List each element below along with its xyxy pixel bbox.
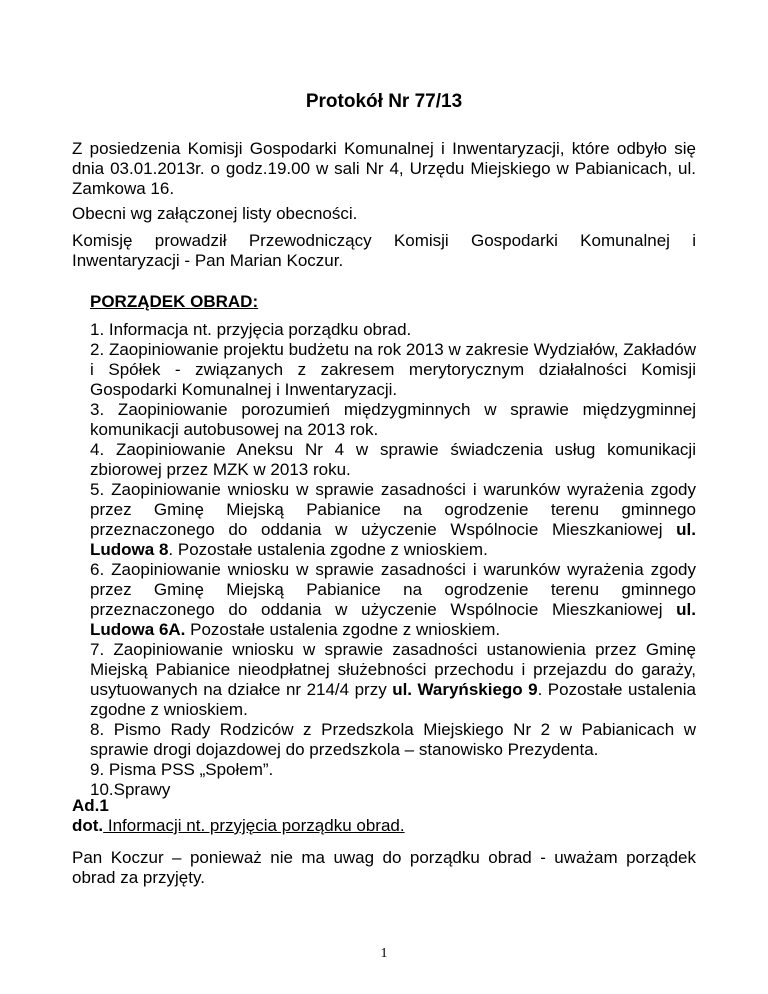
ad1-label: Ad.1 <box>72 796 109 815</box>
agenda-item <box>90 560 696 640</box>
agenda-item: 9. Pisma PSS „Społem”. <box>90 760 274 779</box>
document-title: Protokół Nr 77/13 <box>305 91 463 112</box>
ad1-text: Pan Koczur – ponieważ nie ma uwag do porządku obrad - uważam porządek obrad za przyjęty. <box>72 848 696 887</box>
page-number: 1 <box>380 946 388 961</box>
agenda-list <box>90 320 696 800</box>
agenda-item <box>90 640 696 720</box>
agenda-item-address: ul. Ludowa 8 <box>90 520 696 559</box>
agenda-item-tail: Pozostałe ustalenia zgodne z wnioskiem. <box>185 620 501 639</box>
ad1-subject <box>72 816 405 836</box>
agenda-item: 8. Pismo Rady Rodziców z Przedszkola Miejskiego Nr 2 w Pabianicach w sprawie drogi dojazdowej do przedszkola – stanowisko Prezydenta. <box>90 720 696 759</box>
agenda-item-tail: . Pozostałe ustalenia zgodne z wnioskiem. <box>168 540 488 559</box>
ad1-dot-prefix: dot. <box>72 816 104 835</box>
agenda-item-tail: . Pozostałe ustalenia zgodne z wnioskiem. <box>90 680 696 719</box>
agenda-item: 10.Sprawy <box>90 780 171 799</box>
agenda-item-address: ul. Waryńskiego 9 <box>392 680 538 699</box>
chair-paragraph: Komisję prowadził Przewodniczący Komisji Gospodarki Komunalnej i Inwentaryzacji - Pan Marian Koczur. <box>72 231 696 270</box>
agenda-item: 4. Zaopiniowanie Aneksu Nr 4 w sprawie świadczenia usług komunikacji zbiorowej przez MZK w 2013 roku. <box>90 440 696 479</box>
agenda-item-text: 6. Zaopiniowanie wniosku w sprawie zasadności i warunków wyrażenia zgody przez Gminę Miejską Pabianice na ogrodzenie terenu gminnego przeznaczonego do oddania w użyczenie Wspólnocie Mieszkaniowej <box>90 560 696 619</box>
agenda-heading: PORZĄDEK OBRAD: <box>90 292 259 311</box>
agenda-item-address: ul. Ludowa 6A. <box>90 600 696 639</box>
intro-paragraph: Z posiedzenia Komisji Gospodarki Komunalnej i Inwentaryzacji, które odbyło się dnia 03.01.2013r. o godz.19.00 w sali Nr 4, Urzędu Miejskiego w Pabianicach, ul. Zamkowa 16. <box>72 139 696 198</box>
agenda-item: 3. Zaopiniowanie porozumień międzygminnych w sprawie międzygminnej komunikacji autobusowej na 2013 rok. <box>90 400 696 439</box>
agenda-item: 1. Informacja nt. przyjęcia porządku obrad. <box>90 320 412 339</box>
agenda-item-text: 5. Zaopiniowanie wniosku w sprawie zasadności i warunków wyrażenia zgody przez Gminę Miejską Pabianice na ogrodzenie terenu gminnego przeznaczonego do oddania w użyczenie Wspólnocie Mieszkaniowej <box>90 480 696 539</box>
attendance-paragraph: Obecni wg załączonej listy obecności. <box>72 204 358 223</box>
agenda-item-text: 7. Zaopiniowanie wniosku w sprawie zasadności ustanowienia przez Gminę Miejską Pabianice nieodpłatnej służebności przechodu i przejazdu do garaży, usytuowanych na działce nr 214/4 przy <box>90 640 696 699</box>
agenda-item: 2. Zaopiniowanie projektu budżetu na rok 2013 w zakresie Wydziałów, Zakładów i Spółek - związanych z zakresem merytorycznym działalności Komisji Gospodarki Komunalnej i Inwentaryzacji. <box>90 340 696 399</box>
agenda-section <box>90 292 696 800</box>
agenda-item <box>90 480 696 560</box>
ad1-subject-text: Informacji nt. przyjęcia porządku obrad. <box>103 816 405 835</box>
